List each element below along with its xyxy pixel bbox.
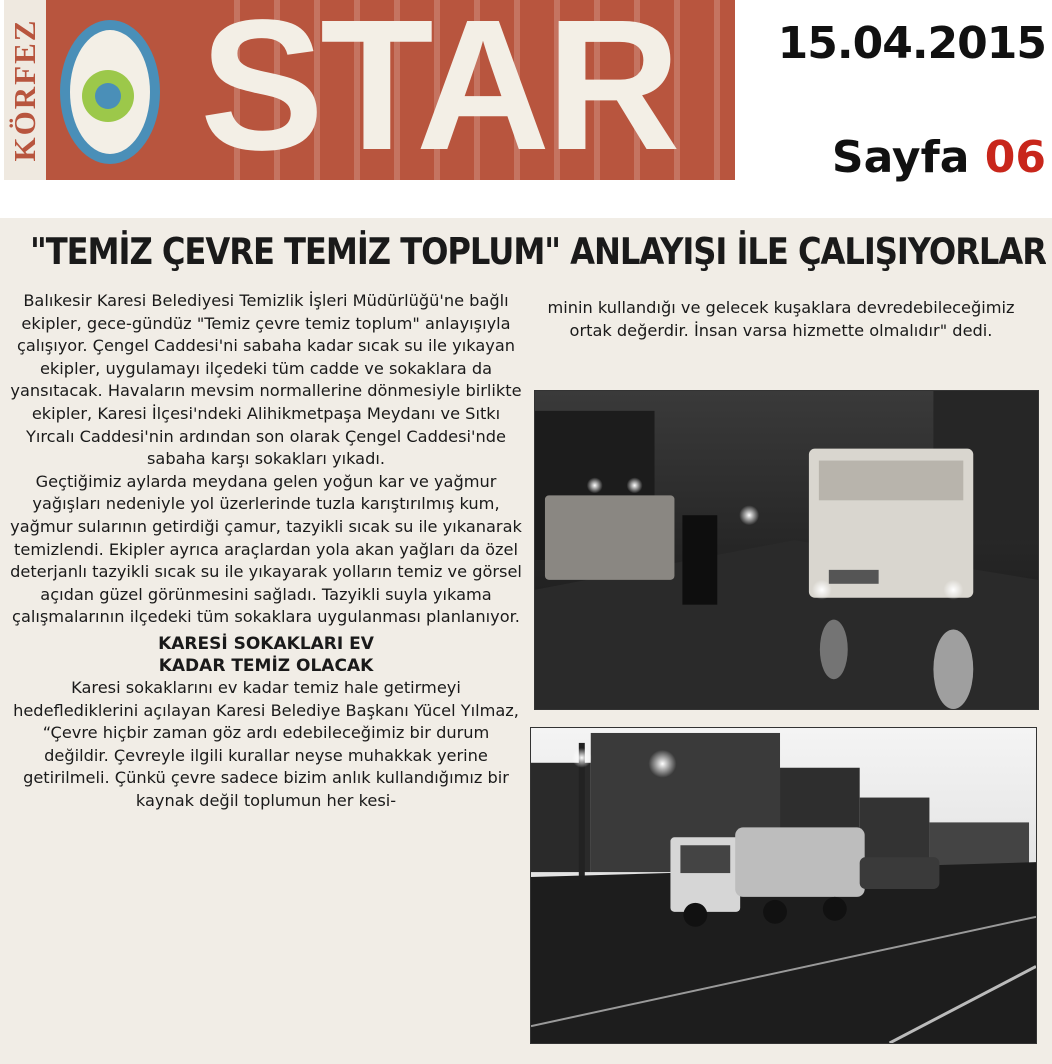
photo-night-street-washing [534,390,1039,710]
page-label: Sayfa [831,132,970,183]
article-headline: "TEMİZ ÇEVRE TEMİZ TOPLUM" ANLAYIŞI İLE ÇALIŞIYORLAR [30,230,1046,273]
issue-date: 15.04.2015 [777,18,1046,69]
article-paragraph: Balıkesir Karesi Belediyesi Temizlik İşleri Müdürlüğü'ne bağlı ekipler, gece-gündüz "Temiz çevre temiz toplum" anlayışıyla çalışıyor. Çengel Caddesi'ni sabaha kadar sıcak su ile yıkayan ekipler, uygulamayı ilçedeki tüm cadde ve sokaklara da yansıtacak. Havaların mevsim normallerine dönmesiyle birlikte ekipler, Karesi İlçesi'ndeki Alihikmetpaşa Meydanı ve Sıtkı Yırcalı Caddesi'nin ardından son olarak Çengel Caddesi'nde sabaha karşı sokakları yıkadı. [10,291,522,469]
logo-word: STAR [200,0,677,180]
article-column-left [10,290,522,1050]
page-indicator [832,132,1046,183]
article-paragraph: Karesi sokaklarını ev kadar temiz hale getirmeyi hedeflediklerini açılayan Karesi Belediye Başkanı Yücel Yılmaz, “Çevre hiçbir zaman göz ardı edebileceğimiz bir durum değildir. Çevreyle ilgili kurallar neyse muhakkak yerine getirilmeli. Çünkü çevre sadece bizim anlık kullandığımız bir kaynak değil toplumun her kesi- [13,677,519,810]
article-column-right [530,297,1032,342]
subhead-line: KARESİ SOKAKLARI EV [158,633,374,654]
article-subhead [10,633,522,677]
side-label: KÖRFEZ [7,18,42,162]
masthead-logo [4,0,735,180]
subhead-line: KADAR TEMİZ OLACAK [158,655,374,676]
photo-water-tanker-truck [530,727,1037,1044]
article-paragraph: Geçtiğimiz aylarda meydana gelen yoğun kar ve yağmur yağışları nedeniyle yol üzerlerinde tuzla karıştırılmış kum, yağmur sularının getirdiği çamur, tazyikli sıcak su ile yıkanarak temizlendi. Ekipler ayrıca araçlardan yola akan yağları da özel deterjanlı tazyikli sıcak su ile yıkayarak yolların temiz ve görsel açıdan güzel görünmesini sağladı. Tazyikli suyla yıkama çalışmalarının ilçedeki tüm sokaklara uygulanması planlanıyor. [10,471,522,627]
page-number: 06 [984,132,1046,183]
article-paragraph: minin kullandığı ve gelecek kuşaklara devredebileceğimiz ortak değerdir. İnsan varsa hizmette olmalıdır" dedi. [547,298,1015,340]
side-label-box [4,0,46,180]
eye-logo-icon [58,18,162,166]
